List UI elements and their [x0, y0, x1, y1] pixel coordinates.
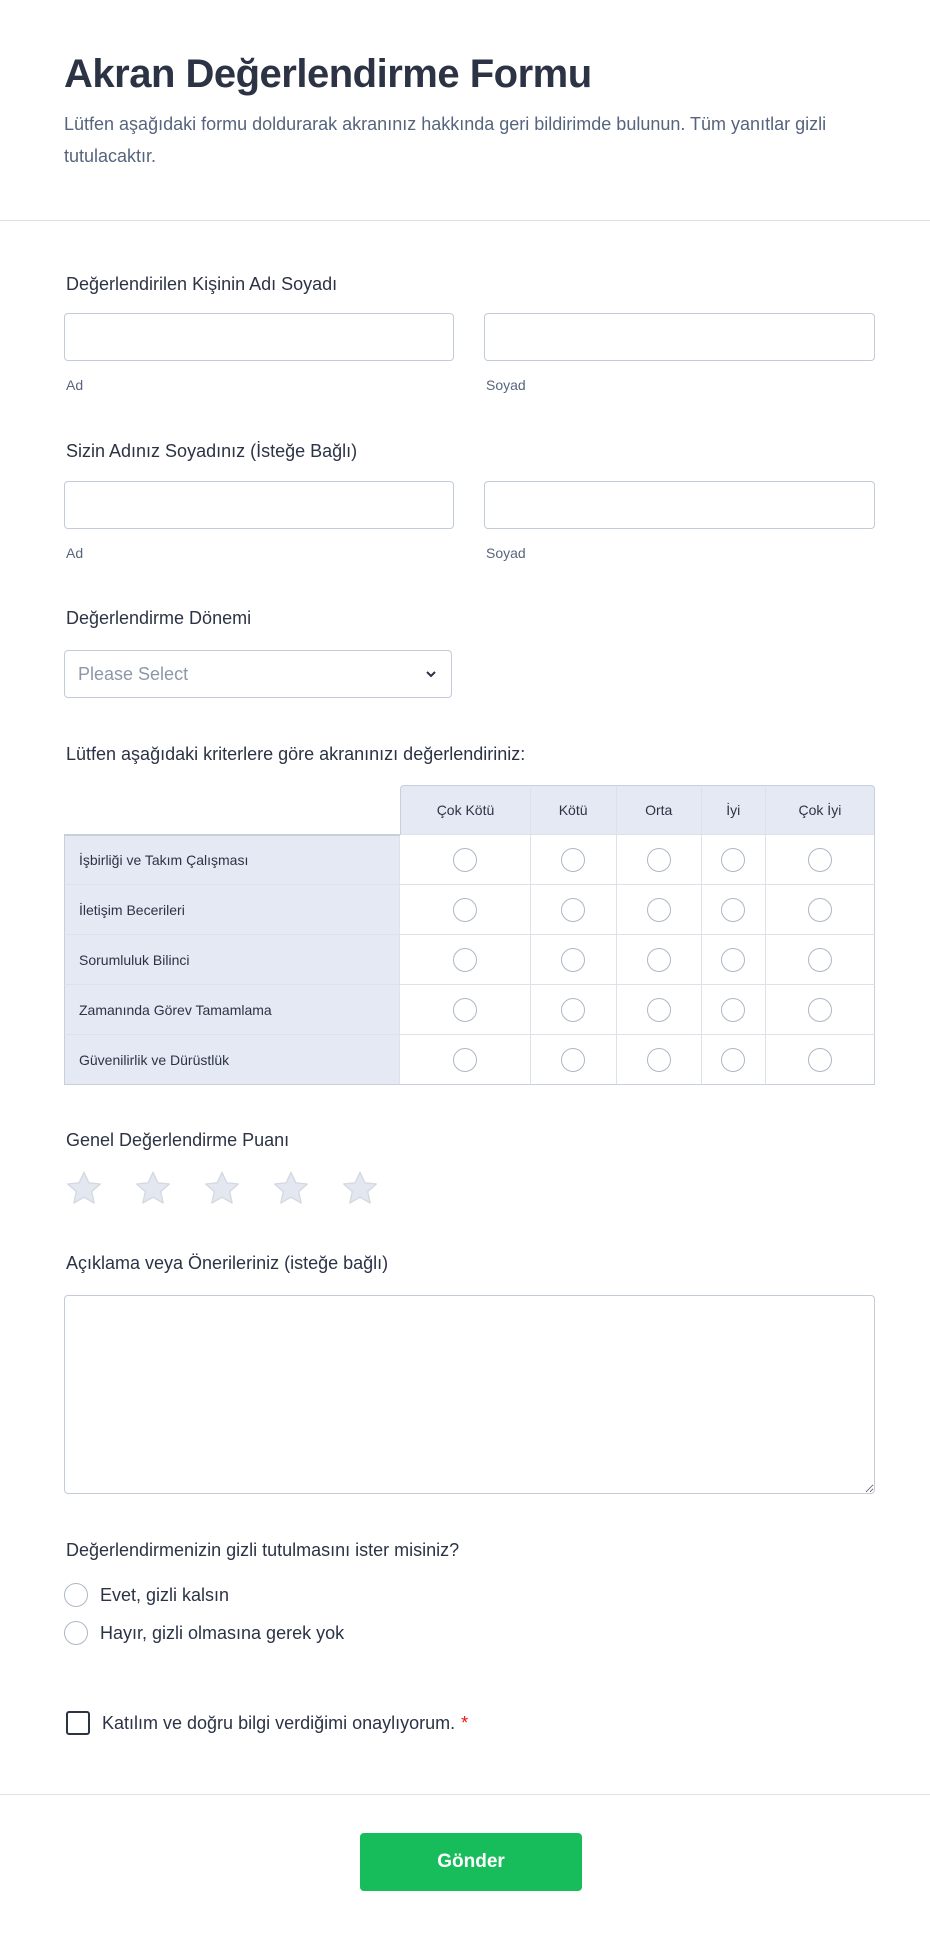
star-icon[interactable] — [64, 1169, 104, 1209]
matrix-cell[interactable] — [617, 935, 702, 985]
matrix-cell[interactable] — [531, 1035, 617, 1085]
first-name-sublabel: Ad — [66, 545, 84, 561]
matrix-cell[interactable] — [400, 1035, 530, 1085]
evaluated-first-name-input[interactable] — [64, 313, 454, 361]
star-icon[interactable] — [340, 1169, 380, 1209]
page-subtitle: Lütfen aşağıdaki formu doldurarak akranınız hakkında geri bildirimde bulunun. Tüm yanıtlar gizli tutulacaktır. — [64, 114, 827, 166]
matrix-radio[interactable] — [808, 998, 832, 1022]
matrix-radio[interactable] — [561, 998, 585, 1022]
matrix-cell[interactable] — [766, 835, 875, 885]
matrix-cell[interactable] — [617, 885, 702, 935]
matrix-radio[interactable] — [721, 998, 745, 1022]
matrix-cell[interactable] — [766, 885, 875, 935]
matrix-cell[interactable] — [617, 1035, 702, 1085]
chevron-down-icon — [424, 667, 438, 681]
matrix-row-label: Sorumluluk Bilinci — [64, 935, 400, 985]
consent-label: Katılım ve doğru bilgi verdiğimi onaylıyorum. — [102, 1712, 456, 1733]
comments-label: Açıklama veya Önerileriniz (isteğe bağlı) — [66, 1253, 389, 1273]
evaluated-name-label: Değerlendirilen Kişinin Adı Soyadı — [66, 274, 338, 294]
matrix-cell[interactable] — [531, 935, 617, 985]
matrix-cell[interactable] — [400, 835, 530, 885]
matrix-cell[interactable] — [400, 935, 530, 985]
matrix-radio[interactable] — [453, 898, 477, 922]
option-label: Hayır, gizli olmasına gerek yok — [100, 1622, 345, 1643]
consent-checkbox[interactable] — [66, 1711, 90, 1735]
radio-button[interactable] — [64, 1583, 88, 1607]
star-icon[interactable] — [271, 1169, 311, 1209]
comments-textarea[interactable] — [64, 1295, 875, 1494]
matrix-radio[interactable] — [721, 848, 745, 872]
option-label: Evet, gizli kalsın — [100, 1584, 230, 1605]
rating-label: Genel Değerlendirme Puanı — [66, 1130, 290, 1150]
matrix-radio[interactable] — [808, 1048, 832, 1072]
consent-checkbox-row[interactable] — [66, 1711, 468, 1735]
matrix-cell[interactable] — [766, 935, 875, 985]
rating-matrix — [64, 785, 875, 1085]
your-first-name-input[interactable] — [64, 481, 454, 529]
matrix-row — [64, 885, 875, 935]
matrix-radio[interactable] — [647, 848, 671, 872]
matrix-cell[interactable] — [531, 885, 617, 935]
required-mark: * — [461, 1712, 469, 1733]
matrix-cell[interactable] — [702, 835, 766, 885]
matrix-column-header: Çok İyi — [766, 785, 875, 835]
matrix-radio[interactable] — [721, 948, 745, 972]
submit-button[interactable]: Gönder — [360, 1833, 582, 1891]
matrix-radio[interactable] — [453, 948, 477, 972]
matrix-column-header: Kötü — [531, 785, 617, 835]
matrix-cell[interactable] — [400, 985, 530, 1035]
period-label: Değerlendirme Dönemi — [66, 608, 252, 628]
matrix-radio[interactable] — [561, 948, 585, 972]
period-select[interactable] — [64, 650, 452, 698]
matrix-column-header: Çok Kötü — [400, 785, 530, 835]
divider — [0, 220, 930, 221]
matrix-radio[interactable] — [647, 898, 671, 922]
matrix-row-label: Güvenilirlik ve Dürüstlük — [64, 1035, 400, 1085]
matrix-cell[interactable] — [702, 985, 766, 1035]
matrix-cell[interactable] — [531, 985, 617, 1035]
matrix-radio[interactable] — [721, 898, 745, 922]
matrix-radio[interactable] — [808, 898, 832, 922]
your-name-label: Sizin Adınız Soyadınız (İsteğe Bağlı) — [66, 441, 358, 461]
matrix-column-header: İyi — [702, 785, 766, 835]
last-name-sublabel: Soyad — [486, 377, 526, 393]
matrix-cell[interactable] — [617, 985, 702, 1035]
confidential-label: Değerlendirmenizin gizli tutulmasını ister misiniz? — [66, 1540, 460, 1560]
period-placeholder: Please Select — [78, 663, 189, 684]
evaluated-last-name-input[interactable] — [484, 313, 875, 361]
matrix-radio[interactable] — [808, 948, 832, 972]
matrix-row — [64, 835, 875, 885]
radio-button[interactable] — [64, 1621, 88, 1645]
divider — [0, 1794, 930, 1795]
confidential-option-no[interactable] — [64, 1621, 344, 1645]
matrix-radio[interactable] — [453, 998, 477, 1022]
matrix-row-label: İletişim Becerileri — [64, 885, 400, 935]
matrix-row — [64, 1035, 875, 1085]
matrix-radio[interactable] — [647, 998, 671, 1022]
matrix-radio[interactable] — [647, 948, 671, 972]
matrix-cell[interactable] — [617, 835, 702, 885]
last-name-sublabel: Soyad — [486, 545, 526, 561]
matrix-row — [64, 935, 875, 985]
page-title: Akran Değerlendirme Formu — [64, 52, 592, 96]
matrix-cell[interactable] — [766, 1035, 875, 1085]
matrix-cell[interactable] — [766, 985, 875, 1035]
matrix-corner — [64, 785, 400, 835]
matrix-row-label: İşbirliği ve Takım Çalışması — [64, 835, 400, 885]
matrix-cell[interactable] — [702, 885, 766, 935]
matrix-cell[interactable] — [702, 935, 766, 985]
matrix-radio[interactable] — [808, 848, 832, 872]
matrix-cell[interactable] — [531, 835, 617, 885]
your-last-name-input[interactable] — [484, 481, 875, 529]
matrix-radio[interactable] — [721, 1048, 745, 1072]
matrix-column-header: Orta — [617, 785, 702, 835]
matrix-radio[interactable] — [453, 848, 477, 872]
matrix-radio[interactable] — [561, 848, 585, 872]
matrix-cell[interactable] — [400, 885, 530, 935]
matrix-row-label: Zamanında Görev Tamamlama — [64, 985, 400, 1035]
matrix-cell[interactable] — [702, 1035, 766, 1085]
confidential-option-yes[interactable] — [64, 1583, 229, 1607]
matrix-radio[interactable] — [561, 1048, 585, 1072]
matrix-radio[interactable] — [647, 1048, 671, 1072]
matrix-radio[interactable] — [561, 898, 585, 922]
matrix-row — [64, 985, 875, 1035]
star-icon[interactable] — [133, 1169, 173, 1209]
matrix-label: Lütfen aşağıdaki kriterlere göre akranınızı değerlendiriniz: — [66, 744, 526, 764]
star-icon[interactable] — [202, 1169, 242, 1209]
matrix-radio[interactable] — [453, 1048, 477, 1072]
first-name-sublabel: Ad — [66, 377, 84, 393]
star-rating — [64, 1169, 380, 1209]
